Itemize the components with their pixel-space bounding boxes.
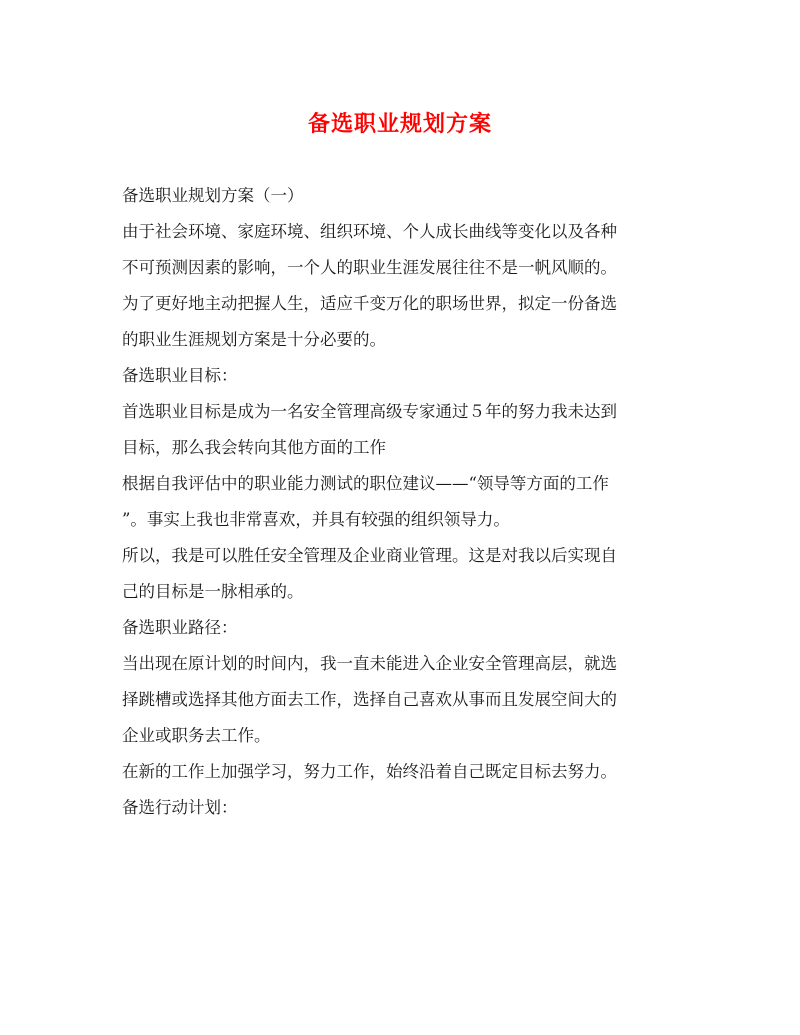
paragraph-line: 所以，我是可以胜任安全管理及企业商业管理。这是对我以后实现自 [122, 546, 617, 565]
paragraph-line: 的职业生涯规划方案是十分必要的。 [122, 330, 386, 349]
paragraph-line: 企业或职务去工作。 [122, 726, 271, 745]
paragraph-line: 当出现在原计划的时间内，我一直未能进入企业安全管理高层，就选 [122, 654, 617, 673]
section-heading: 备选行动计划： [122, 798, 238, 817]
paragraph-line: 在新的工作上加强学习，努力工作，始终沿着自己既定目标去努力。 [122, 762, 617, 781]
paragraph-line: 由于社会环境、家庭环境、组织环境、个人成长曲线等变化以及各种 [122, 222, 617, 241]
document-title: 备选职业规划方案 [307, 111, 492, 137]
paragraph-line: 己的目标是一脉相承的。 [122, 582, 304, 601]
section-heading: 备选职业目标： [122, 366, 238, 385]
document-body [122, 178, 682, 826]
paragraph-line: 首选职业目标是成为一名安全管理高级专家通过５年的努力我未达到 [122, 402, 617, 421]
section-heading: 备选职业路径： [122, 618, 238, 637]
paragraph-line: 不可预测因素的影响，一个人的职业生涯发展往往不是一帆风顺的。 [122, 258, 617, 277]
paragraph-line: 为了更好地主动把握人生，适应千变万化的职场世界，拟定一份备选 [122, 294, 617, 313]
section-heading: 备选职业规划方案（一） [122, 186, 304, 205]
paragraph-line: 目标，那么我会转向其他方面的工作 [122, 438, 386, 457]
paragraph-line: 根据自我评估中的职业能力测试的职位建议——“领导等方面的工作 [122, 474, 609, 493]
paragraph-line: ”。事实上我也非常喜欢，并具有较强的组织领导力。 [122, 510, 510, 529]
paragraph-line: 择跳槽或选择其他方面去工作，选择自己喜欢从事而且发展空间大的 [122, 690, 617, 709]
